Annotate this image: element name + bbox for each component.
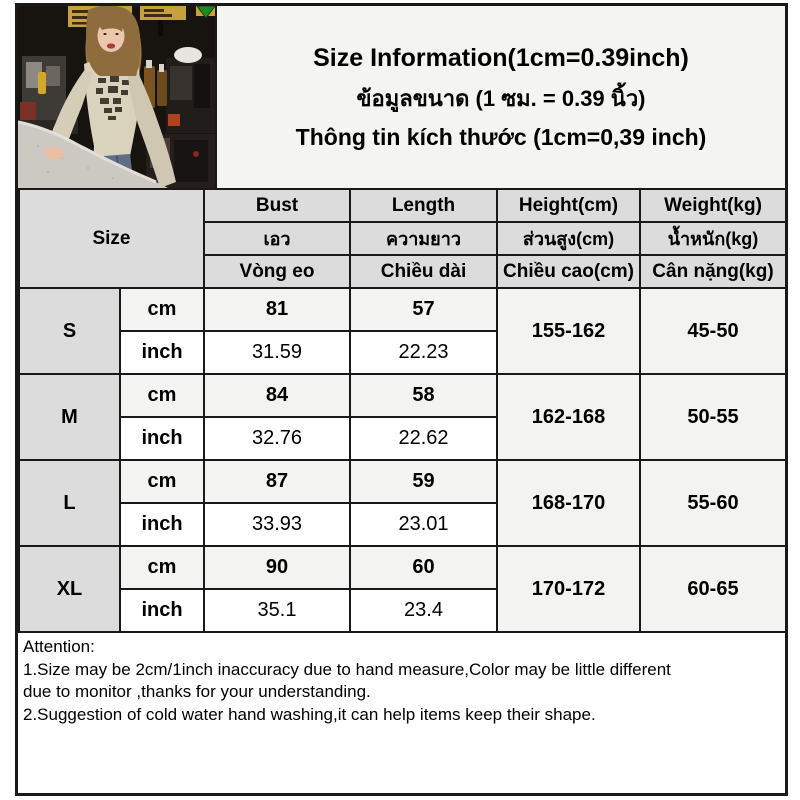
size-header: Size — [19, 189, 204, 288]
s-weight: 45-50 — [640, 288, 786, 374]
s-length-inch: 22.23 — [350, 331, 497, 374]
unit-inch: inch — [120, 331, 204, 374]
xl-bust-inch: 35.1 — [204, 589, 350, 632]
size-xl: XL — [19, 546, 120, 632]
m-length-inch: 22.62 — [350, 417, 497, 460]
attention-line-3: 2.Suggestion of cold water hand washing,it can help items keep their shape. — [23, 704, 596, 724]
size-m: M — [19, 374, 120, 460]
col-height-vi: Chiều cao(cm) — [497, 255, 640, 288]
col-weight-vi: Cân nặng(kg) — [640, 255, 786, 288]
title-thai: ข้อมูลขนาด (1 ซม. = 0.39 นิ้ว) — [356, 85, 646, 111]
col-bust-th: เอว — [204, 222, 350, 255]
l-bust-inch: 33.93 — [204, 503, 350, 546]
l-length-cm: 59 — [350, 460, 497, 503]
unit-cm: cm — [120, 460, 204, 503]
row-xl-cm — [19, 546, 786, 589]
attention-line-1: 1.Size may be 2cm/1inch inaccuracy due to hand measure,Color may be little different — [23, 659, 671, 679]
header-row-en — [19, 189, 786, 222]
m-height: 162-168 — [497, 374, 640, 460]
green-corner-flag-icon — [197, 6, 215, 18]
top-section — [18, 6, 785, 188]
col-length-en: Length — [350, 189, 497, 222]
xl-length-cm: 60 — [350, 546, 497, 589]
m-bust-cm: 84 — [204, 374, 350, 417]
m-length-cm: 58 — [350, 374, 497, 417]
col-bust-vi: Vòng eo — [204, 255, 350, 288]
unit-cm: cm — [120, 374, 204, 417]
xl-height: 170-172 — [497, 546, 640, 632]
attention-heading: Attention: — [23, 637, 95, 656]
size-s: S — [19, 288, 120, 374]
l-bust-cm: 87 — [204, 460, 350, 503]
attention-line-2: due to monitor ,thanks for your understanding. — [23, 682, 371, 701]
unit-inch: inch — [120, 417, 204, 460]
size-chart-page — [15, 3, 788, 796]
xl-weight: 60-65 — [640, 546, 786, 632]
l-height: 168-170 — [497, 460, 640, 546]
s-bust-cm: 81 — [204, 288, 350, 331]
unit-inch: inch — [120, 589, 204, 632]
col-bust-en: Bust — [204, 189, 350, 222]
m-bust-inch: 32.76 — [204, 417, 350, 460]
col-weight-en: Weight(kg) — [640, 189, 786, 222]
attention-notes — [18, 633, 785, 729]
col-height-en: Height(cm) — [497, 189, 640, 222]
s-bust-inch: 31.59 — [204, 331, 350, 374]
model-head — [86, 6, 141, 76]
xl-bust-cm: 90 — [204, 546, 350, 589]
size-l: L — [19, 460, 120, 546]
col-height-th: ส่วนสูง(cm) — [497, 222, 640, 255]
unit-cm: cm — [120, 546, 204, 589]
model-photo-illustration — [18, 6, 215, 188]
row-s-cm — [19, 288, 786, 331]
col-length-vi: Chiều dài — [350, 255, 497, 288]
col-weight-th: น้ำหนัก(kg) — [640, 222, 786, 255]
unit-inch: inch — [120, 503, 204, 546]
title-block — [217, 6, 785, 188]
title-vietnamese: Thông tin kích thước (1cm=0,39 inch) — [295, 123, 707, 150]
unit-cm: cm — [120, 288, 204, 331]
m-weight: 50-55 — [640, 374, 786, 460]
l-weight: 55-60 — [640, 460, 786, 546]
title-english: Size Information(1cm=0.39inch) — [313, 43, 689, 72]
s-height: 155-162 — [497, 288, 640, 374]
product-photo — [18, 6, 217, 188]
xl-length-inch: 23.4 — [350, 589, 497, 632]
size-table — [18, 188, 787, 633]
row-l-cm — [19, 460, 786, 503]
col-length-th: ความยาว — [350, 222, 497, 255]
l-length-inch: 23.01 — [350, 503, 497, 546]
row-m-cm — [19, 374, 786, 417]
s-length-cm: 57 — [350, 288, 497, 331]
